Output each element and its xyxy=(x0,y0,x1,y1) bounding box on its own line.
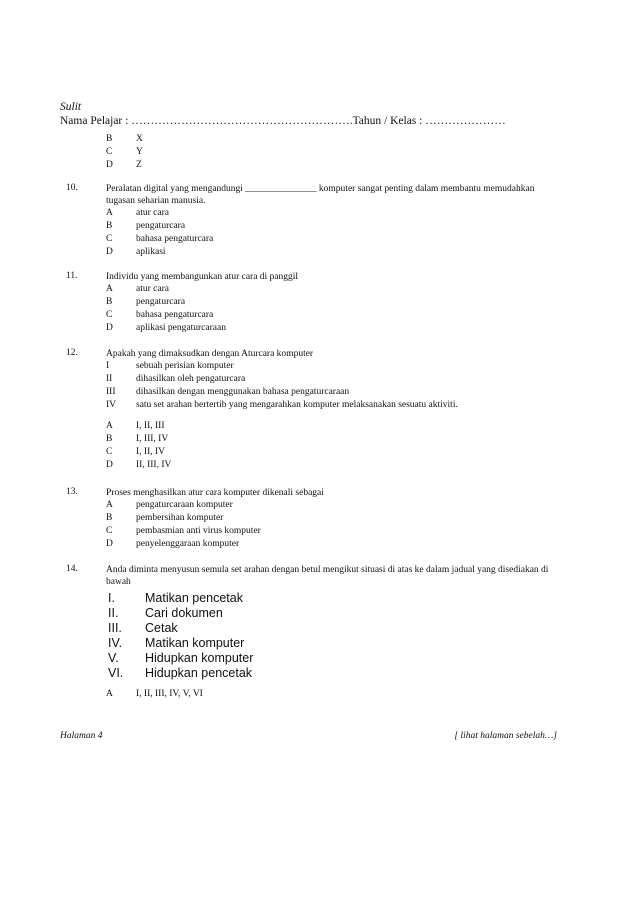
question-number: 13. xyxy=(66,487,78,497)
question-number: 10. xyxy=(66,183,78,193)
page-number: Halaman 4 xyxy=(60,731,103,741)
question-number: 14. xyxy=(66,564,78,574)
question-stem: Apakah yang dimaksudkan dengan Aturcara komputer xyxy=(106,349,314,359)
sulit-label: Sulit xyxy=(60,101,82,113)
question-number: 12. xyxy=(66,348,78,358)
question-stem: Proses menghasilkan atur cara komputer dikenali sebagai xyxy=(106,488,324,498)
question-stem: Individu yang membangunkan atur cara di panggil xyxy=(106,272,299,282)
question-number: 11. xyxy=(66,271,78,281)
next-page-note: [ lihat halaman sebelah…] xyxy=(454,731,557,741)
question-stem: Anda diminta menyusun semula set arahan dengan betul mengikut situasi di atas ke dalam jadual yang disediakan di bawah xyxy=(106,565,549,587)
student-info-line: Nama Pelajar : ………………………………………………….Tahun / Kelas : ………………… xyxy=(60,115,506,127)
question-stem: Peralatan digital yang mengandungi _______________ komputer sangat penting dalam membantu memudahkan tugasan seharian manusia. xyxy=(106,184,535,206)
